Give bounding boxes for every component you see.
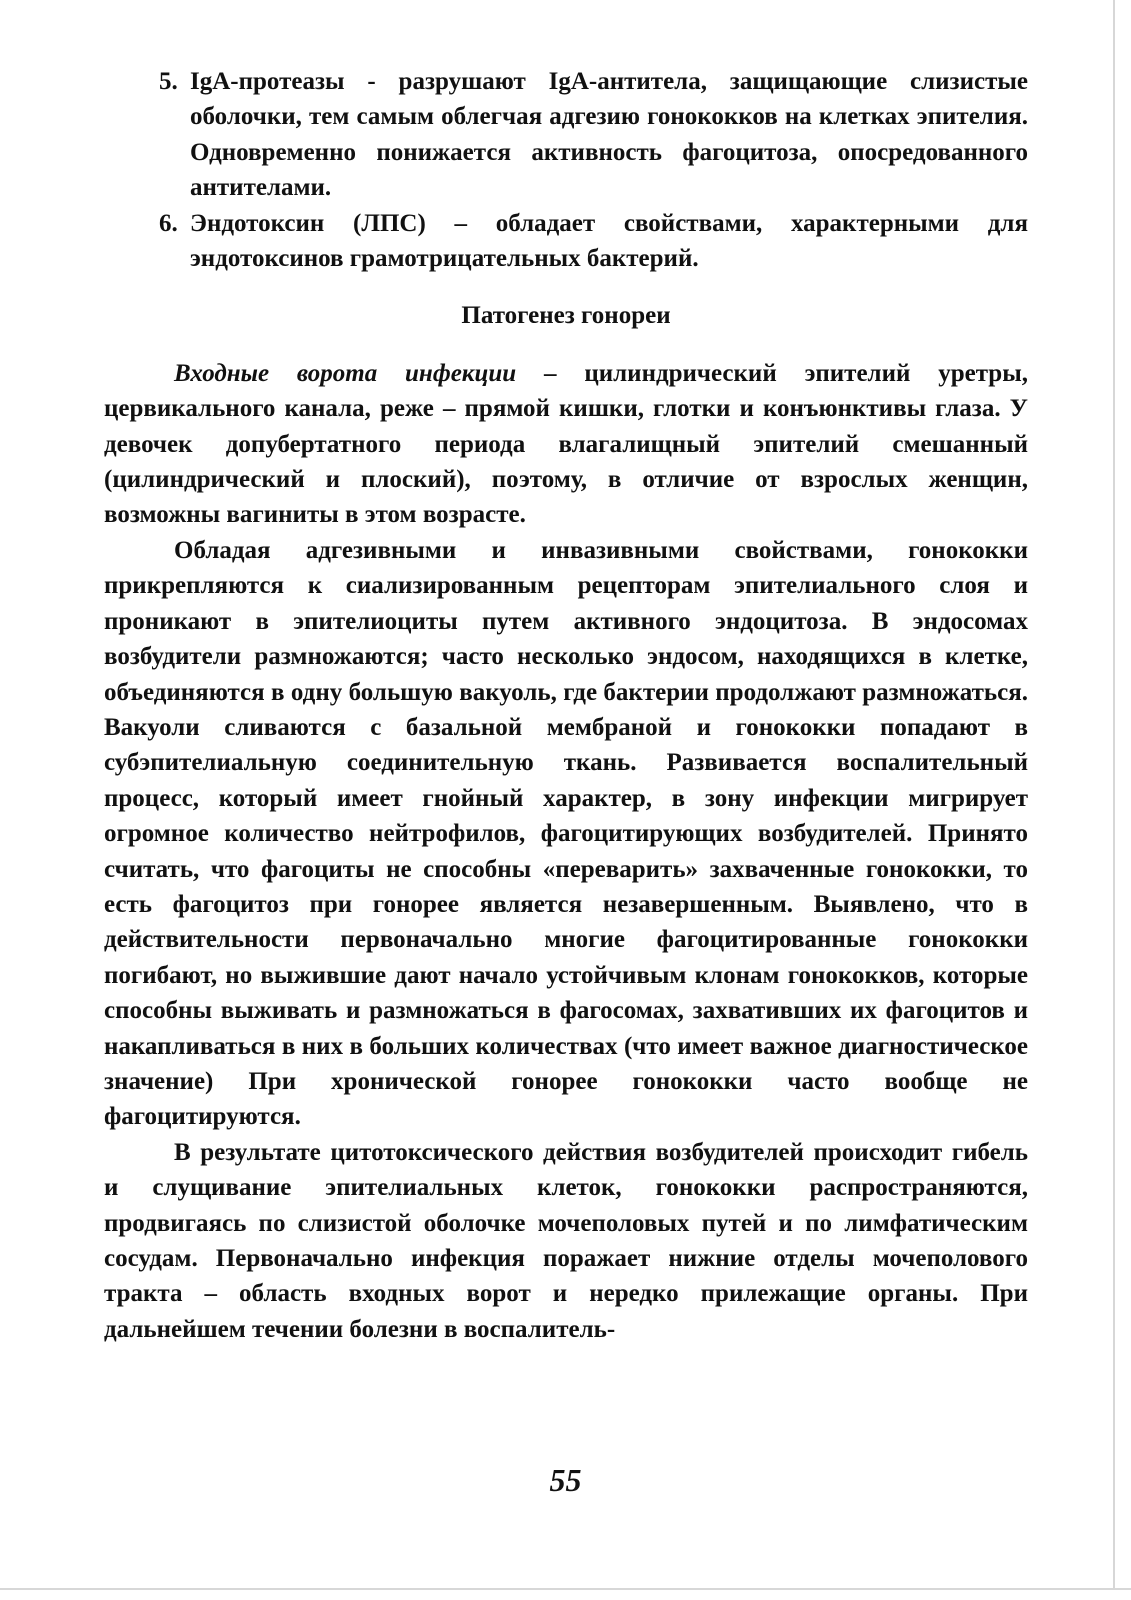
page-body <box>104 64 1028 1347</box>
numbered-list <box>104 64 1028 276</box>
paragraph-pathogenesis: Обладая адгезивными и инвазивными свойствами, гонококки прикрепляются к сиализированным рецепторам эпителиального слоя и проникают в эпителиоциты путем активного эндоцитоза. В эндосомах возбудители размножаются; часто несколько эндосом, находящихся в клетке, объединяются в одну большую вакуоль, где бактерии продолжают размножаться. Вакуоли сливаются с базальной мембраной и гонококки попадают в субэпителиальную соединительную ткань. Развивается воспалительный процесс, который имеет гнойный характер, в зону инфекции мигрирует огромное количество нейтрофилов, фагоцитирующих возбудителей. Принято считать, что фагоциты не способны «переварить» захваченные гонококки, то есть фагоцитоз при гонорее является незавершенным. Выявлено, что в действительности первоначально многие фагоцитированные гонококки погибают, но выжившие дают начало устойчивым клонам гонококков, которые способны выживать и размножаться в фагосомах, захвативших их фагоцитов и накапливаться в них в больших количествах (что имеет важное диагностическое значение) При хронической гонорее гонококки часто вообще не фагоцитируются. <box>104 536 1028 1131</box>
section-heading: Патогенез гонореи <box>461 302 671 330</box>
list-item-text: Эндотоксин (ЛПС) – обладает свойствами, характерными для эндотоксинов грамотрицательных бактерий. <box>190 209 1028 273</box>
paragraph-text: – цилиндрический эпителий уретры, цервикального канала, реже – прямой кишки, глотки и конъюнктивы глаза. У девочек допубертатного периода влагалищный эпителий смешанный (цилиндрический и плоский), поэтому, в отличие от взрослых женщин, возможны вагиниты в этом возрасте. <box>104 359 1028 529</box>
page-edge-bottom <box>0 1588 1131 1590</box>
paragraph-entry-gates <box>104 356 1028 533</box>
paragraph-spread: В результате цитотоксического действия возбудителей происходит гибель и слущивание эпителиальных клеток, гонококки распространяются, продвигаясь по слизистой оболочке мочеполовых путей и по лимфатическим сосудам. Первоначально инфекция поражает нижние отделы мочеполового тракта – область входных ворот и нередко прилежащие органы. При дальнейшем течении болезни в воспалитель- <box>104 1138 1028 1343</box>
page-number: 55 <box>549 1462 582 1498</box>
page-edge-right <box>1113 0 1115 1588</box>
list-item <box>184 64 1028 206</box>
list-item-text: IgA-протеазы - разрушают IgA-антитела, защищающие слизистые оболочки, тем самым облегчая адгезию гонококков на клетках эпителия. Одновременно понижается активность фагоцитоза, опосредованного антителами. <box>190 68 1028 202</box>
term-entry-gates: Входные ворота инфекции <box>174 359 517 387</box>
list-item <box>184 206 1028 277</box>
